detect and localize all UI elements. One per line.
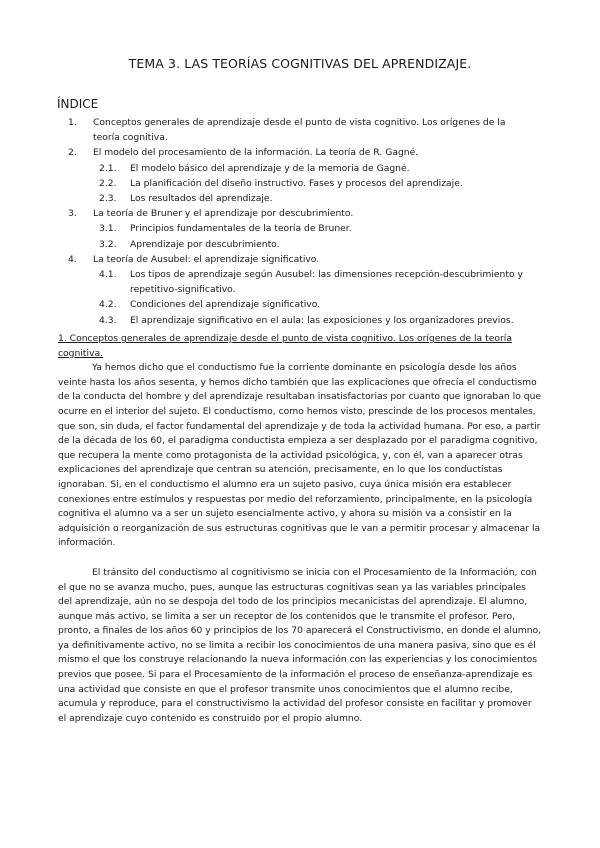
toc-subitem bbox=[0, 161, 600, 176]
toc-item-text: La teoría de Ausubel: el aprendizaje significativo. bbox=[93, 253, 320, 265]
toc-item-number: 4. bbox=[68, 253, 77, 265]
toc-subitem-text: Principios fundamentales de la teoría de Bruner. bbox=[130, 223, 352, 235]
toc-subitem-text: Los resultados del aprendizaje. bbox=[130, 193, 273, 205]
toc-subitem-number: 2.1. bbox=[99, 162, 117, 174]
toc-subitem bbox=[0, 191, 600, 206]
toc-subitem-number: 3.2. bbox=[99, 238, 117, 250]
page-title: TEMA 3. LAS TEORÍAS COGNITIVAS DEL APRENDIZAJE. bbox=[128, 56, 472, 71]
toc-item bbox=[0, 252, 600, 267]
toc-subitem-number: 2.3. bbox=[99, 193, 117, 205]
toc-subitem-number: 3.1. bbox=[99, 223, 117, 235]
toc-item bbox=[0, 115, 600, 145]
toc-item-text: La teoría de Bruner y el aprendizaje por descubrimiento. bbox=[93, 208, 354, 220]
toc-subitem-number: 4.3. bbox=[99, 314, 117, 326]
toc-item-number: 3. bbox=[68, 208, 77, 220]
toc-subitem bbox=[0, 221, 600, 236]
table-of-contents bbox=[0, 115, 600, 328]
index-heading: ÍNDICE bbox=[57, 97, 99, 111]
toc-subitem bbox=[0, 297, 600, 312]
section-1-paragraph-1: Ya hemos dicho que el conductismo fue la corriente dominante en psicología desde los años veinte hasta los años sesenta, y hemos dicho también que las explicaciones que ofrecía el conductismo de la conducta del hombre y del aprendizaje resultaban insatisfactorias por cuanto que ignoraban lo que ocurre en el interior del sujeto. El conductismo, como hemos visto, prescinde de los procesos mentales, que son, sin duda, el factor fundamental del aprendizaje y de toda la actividad humana. Por eso, a partir de la década de los 60, el paradigma conductista empieza a ser desplazado por el paradigma cognitivo, que recupera la mente como protagonista de la actividad psicológica, y, con él, van a aparecer otras explicaciones del aprendizaje que centran su atención, precisamente, en lo que los conductistas ignoraban. Si, en el conductismo el alumno era un sujeto pasivo, cuya única misión era establecer conexiones entre estímulos y respuestas por medio del reforzamiento, principalmente, en la psicología cognitiva el alumno va a ser un sujeto esencialmente activo, y ahora su misión va a consistir en la adquisición o reorganización de sus estructuras cognitivas que le van a permitir procesar y almacenar la información. bbox=[58, 362, 542, 549]
toc-item-text: El modelo del procesamiento de la información. La teoría de R. Gagné. bbox=[93, 147, 419, 159]
toc-subitem-number: 2.2. bbox=[99, 177, 117, 189]
toc-subitem-text: El modelo básico del aprendizaje y de la memoria de Gagné. bbox=[130, 162, 410, 174]
section-1-paragraph-2: El tránsito del conductismo al cognitivismo se inicia con el Procesamiento de la Información, con el que no se avanza mucho, pues, aunque las estructuras cognitivas sean ya las variables principales del aprendizaje, aún no se despoja del todo de los principios mecanicistas del aprendizaje. El alumno, aunque más activo, se limita a ser un receptor de los contenidos que le transmite el profesor. Pero, pronto, a finales de los años 60 y principios de los 70 aparecerá el Constructivismo, en donde el alumno, ya definitivamente activo, no se limita a recibir los conocimientos de una manera pasiva, sino que es él mismo el que los construye relacionando la nueva información con las experiencias y los conocimientos previos que posee. Si para el Procesamiento de la información el proceso de enseñanza-aprendizaje es una actividad que consiste en que el profesor transmite unos conocimientos que el alumno recibe, acumula y reproduce, para el constructivismo la actividad del profesor consiste en facilitar y promover el aprendizaje cuyo contenido es construido por el propio alumno. bbox=[58, 566, 542, 724]
section-1-title: 1. Conceptos generales de aprendizaje desde el punto de vista cognitivo. Los orígenes de la teoría cognitiva. bbox=[58, 333, 512, 359]
toc-subitem bbox=[0, 267, 600, 297]
toc-subitem-text: Los tipos de aprendizaje según Ausubel: las dimensiones recepción-descubrimiento y repetitivo-significativo. bbox=[130, 269, 523, 296]
toc-subitem-text: Aprendizaje por descubrimiento. bbox=[130, 238, 280, 250]
toc-subitem bbox=[0, 313, 600, 328]
toc-subitem-text: El aprendizaje significativo en el aula: las exposiciones y los organizadores previos. bbox=[130, 314, 514, 326]
toc-item-number: 2. bbox=[68, 147, 77, 159]
toc-item-number: 1. bbox=[68, 117, 77, 128]
toc-subitem-number: 4.1. bbox=[99, 269, 117, 281]
toc-subitem bbox=[0, 176, 600, 191]
toc-subitem-text: La planificación del diseño instructivo. Fases y procesos del aprendizaje. bbox=[130, 177, 463, 189]
toc-subitem-number: 4.2. bbox=[99, 299, 117, 311]
section-1 bbox=[58, 332, 542, 726]
toc-subitem-text: Condiciones del aprendizaje significativo. bbox=[130, 299, 321, 311]
toc-subitem bbox=[0, 237, 600, 252]
toc-item bbox=[0, 206, 600, 221]
toc-item-text: Conceptos generales de aprendizaje desde el punto de vista cognitivo. Los orígenes de la teoría cognitiva. bbox=[93, 117, 506, 144]
toc-item bbox=[0, 145, 600, 160]
